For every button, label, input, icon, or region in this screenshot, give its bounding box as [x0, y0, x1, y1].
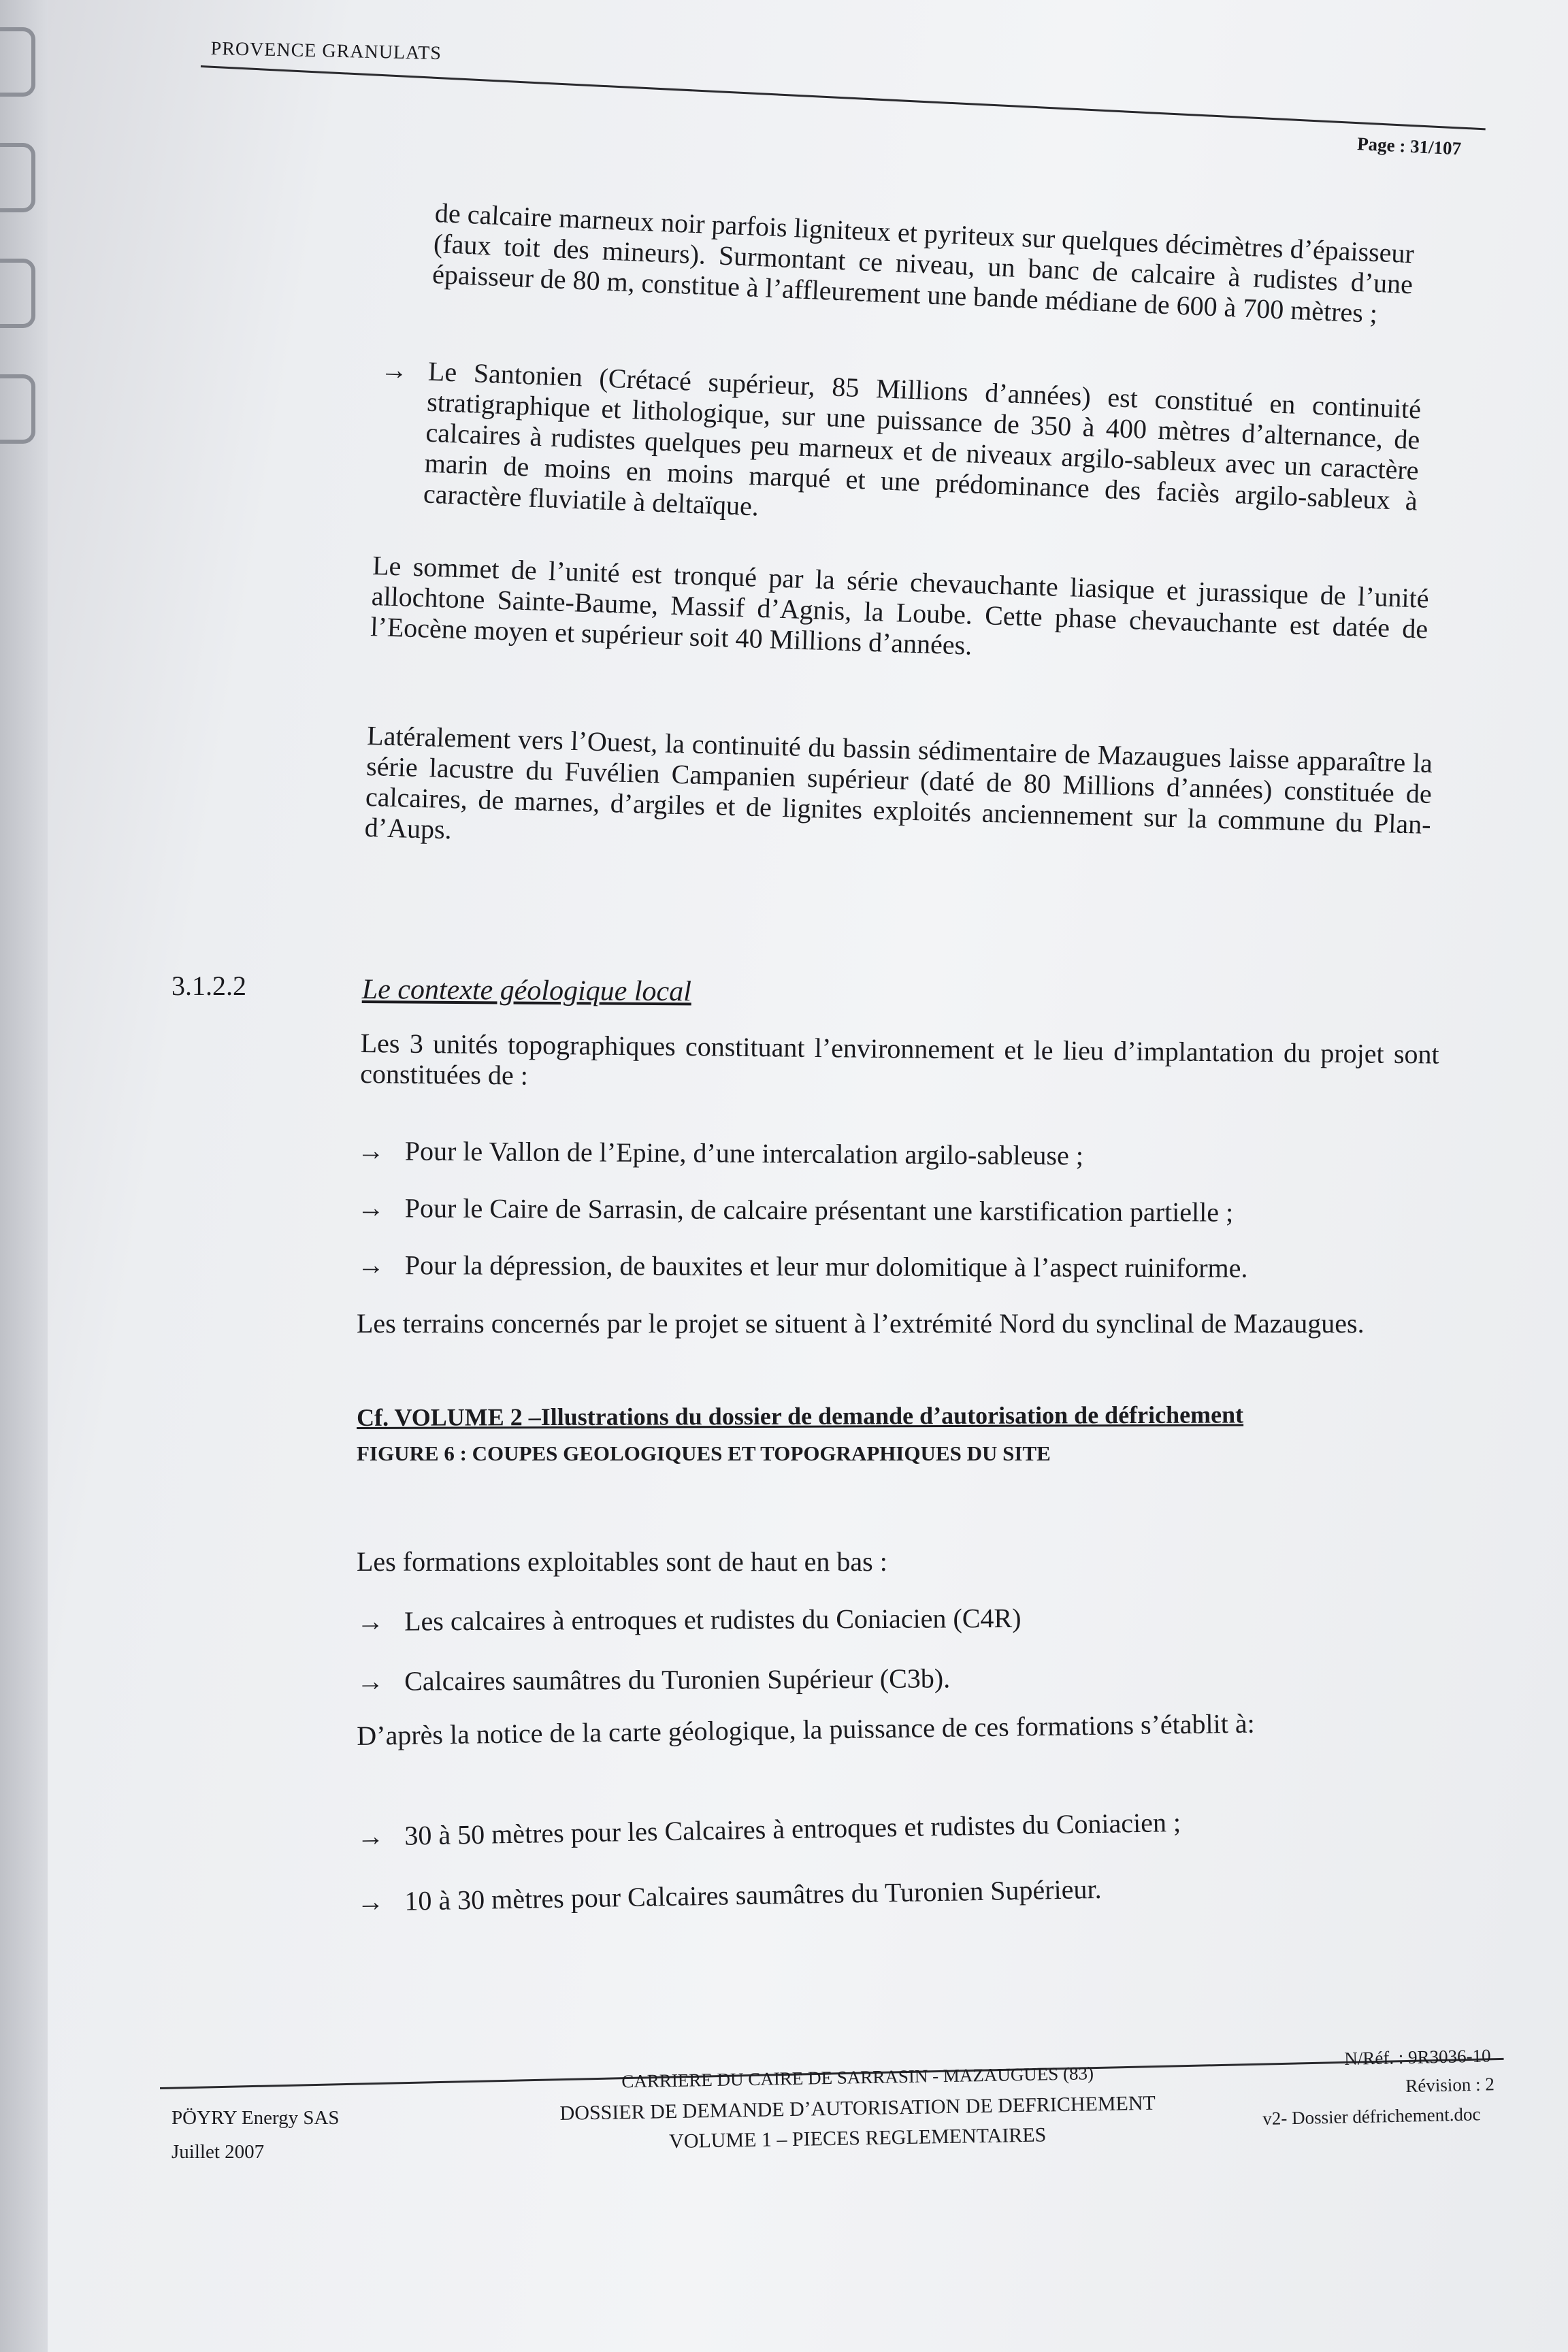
thickness-item [357, 1868, 1419, 1917]
formation-item [357, 1661, 1377, 1697]
section-title: Le contexte géologique local [361, 974, 691, 1008]
volume-reference: Cf. VOLUME 2 –Illustrations du dossier de demande d’autorisation de défrichement [357, 1401, 1244, 1431]
unit-item [357, 1135, 1446, 1173]
unit-item-text: Pour la dépression, de bauxites et leur mur dolomitique à l’aspect ruiniforme. [404, 1250, 1248, 1284]
arrow-icon: → [380, 354, 408, 386]
footer-file: v2- Dossier défrichement.doc [1262, 2104, 1481, 2129]
footer-project: CARRIERE DU CAIRE DE SARRASIN - MAZAUGUES (83) [621, 2063, 1094, 2092]
footer-dossier: DOSSIER DE DEMANDE D’AUTORISATION DE DEFRICHEMENT [559, 2091, 1156, 2125]
terrains-paragraph: Les terrains concernés par le projet se situent à l’extrémité Nord du synclinal de Mazaugues. [357, 1308, 1365, 1339]
formations-intro: Les formations exploitables sont de haut en bas : [357, 1546, 887, 1577]
section-number: 3.1.2.2 [172, 970, 246, 1001]
thickness-item-text: 10 à 30 mètres pour Calcaires saumâtres du Turonien Supérieur. [404, 1873, 1102, 1916]
arrow-icon: → [357, 1886, 385, 1917]
header-rule [201, 65, 1486, 130]
sommet-paragraph: Le sommet de l’unité est tronqué par la série chevauchante liasique et jurassique de l’unité allochtone Sainte-Baume, Massif d’Agnis, la Loube. Cette phase chevauchante est datée de l’Eocène moyen et supérieur soit 40 Millions d’années. [370, 550, 1430, 661]
formation-item-text: Calcaires saumâtres du Turonien Supérieur (C3b). [404, 1663, 951, 1697]
arrow-icon: → [357, 1605, 385, 1637]
arrow-icon: → [357, 1820, 385, 1852]
footer-reference: N/Réf. : 9R3036-10 [1344, 2045, 1491, 2069]
unit-item [357, 1250, 1460, 1284]
footer-date: Juillet 2007 [172, 2141, 265, 2163]
lateral-paragraph: Latéralement vers l’Ouest, la continuité du bassin sédimentaire de Mazaugues laisse apparaître la série lacustre du Fuvélien Campanien supérieur (daté de 80 Millions d’années) constituée de calcaires, de marnes, d’argiles et de lignites exploités anciennement sur la commune du Plan-d’Aups. [364, 720, 1433, 845]
unit-item [357, 1192, 1446, 1228]
arrow-icon: → [357, 1250, 385, 1281]
units-intro: Les 3 unités topographiques constituant l’environnement et le lieu d’implantation du projet sont constituées de : [360, 1028, 1439, 1091]
footer-volume: VOLUME 1 – PIECES REGLEMENTAIRES [668, 2123, 1047, 2153]
santonien-item [375, 354, 1422, 547]
thickness-item-text: 30 à 50 mètres pour les Calcaires à entroques et rudistes du Coniacien ; [404, 1806, 1181, 1851]
page-number: Page : 31/107 [1356, 133, 1462, 159]
arrow-icon: → [357, 1192, 385, 1224]
notice-paragraph: D’après la notice de la carte géologique, la puissance de ces formations s’établit à: [357, 1708, 1255, 1751]
formation-item-text: Les calcaires à entroques et rudistes du Coniacien (C4R) [404, 1602, 1022, 1637]
header-company: PROVENCE GRANULATS [210, 38, 442, 65]
unit-item-text: Pour le Vallon de l’Epine, d’une intercalation argilo-sableuse ; [404, 1135, 1084, 1171]
thickness-item [357, 1803, 1419, 1852]
unit-item-text: Pour le Caire de Sarrasin, de calcaire présentant une karstification partielle ; [404, 1192, 1234, 1228]
footer-revision: Révision : 2 [1405, 2074, 1495, 2096]
figure-reference: FIGURE 6 : COUPES GEOLOGIQUES ET TOPOGRAPHIQUES DU SITE [357, 1441, 1051, 1465]
arrow-icon: → [357, 1135, 385, 1166]
footer-company: PÖYRY Energy SAS [172, 2107, 340, 2129]
arrow-icon: → [357, 1665, 385, 1697]
formation-item [357, 1601, 1377, 1637]
santonien-text: Le Santonien (Crétacé supérieur, 85 Millions d’années) est constitué en continuité stratigraphique et lithologique, sur une puissance de 350 à 400 mètres d’alternance, de calcaires à rudistes quelques peu marneux et de niveaux argilo-sableux avec un caractère marin de moins en moins marqué et une prédominance des faciès argilo-sableux à caractère fluviatile à deltaïque. [423, 355, 1422, 522]
continuation-paragraph: de calcaire marneux noir parfois ligniteux et pyriteux sur quelques décimètres d’épaisseur (faux toit des mineurs). Surmontant ce niveau, un banc de calcaire à rudistes d’une épaisseur de 80 m, constitue à l’affleurement une bande médiane de 600 à 700 mètres ; [431, 197, 1415, 329]
